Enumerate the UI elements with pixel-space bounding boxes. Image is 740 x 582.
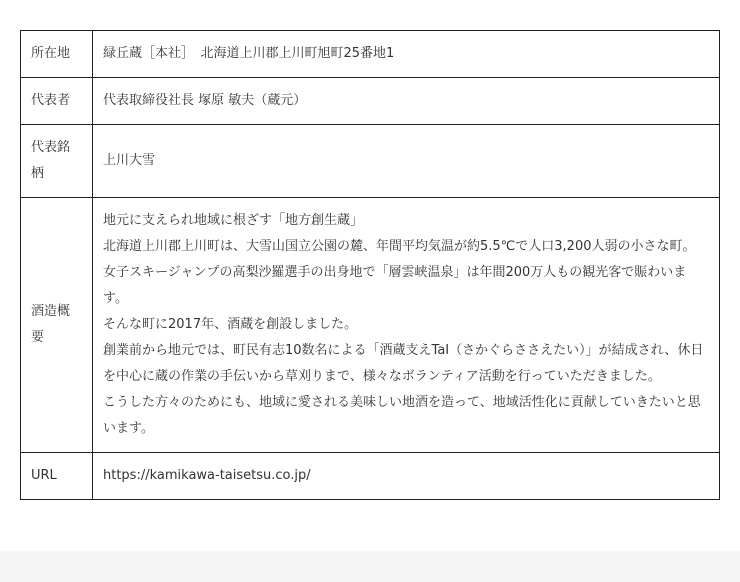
company-info-table [20, 30, 720, 500]
location-value: 緑丘蔵［本社］ 北海道上川郡上川町旭町25番地1 [93, 31, 720, 78]
table-row-representative [21, 78, 720, 125]
table-row-location [21, 31, 720, 78]
table-row-url [21, 453, 720, 500]
table-row-brand [21, 125, 720, 198]
overview-paragraph: 創業前から地元では、町民有志10数名による「酒蔵支えTaI（さかぐらささえたい）」が結成され、休日を中心に蔵の作業の手伝いから草刈りまで、様々なボランティア活動を行っていただきました。 [103, 343, 704, 384]
overview-value [93, 198, 720, 453]
overview-paragraph: 女子スキージャンプの高梨沙羅選手の出身地で「層雲峡温泉」は年間200万人もの観光客で賑わいます。 [103, 265, 687, 306]
overview-paragraph: そんな町に2017年、酒蔵を創設しました。 [103, 317, 358, 332]
representative-value: 代表取締役社長 塚原 敏夫（蔵元） [93, 78, 720, 125]
url-label: URL [21, 453, 93, 500]
brand-label: 代表銘柄 [21, 125, 93, 198]
table-row-overview [21, 198, 720, 453]
overview-paragraph: 地元に支えられ地域に根ざす「地方創生蔵」 [103, 213, 364, 228]
url-value: https://kamikawa-taisetsu.co.jp/ [93, 453, 720, 500]
brand-value: 上川大雪 [93, 125, 720, 198]
overview-paragraph: こうした方々のためにも、地域に愛される美味しい地酒を造って、地域活性化に貢献していきたいと思います。 [103, 395, 701, 436]
location-label: 所在地 [21, 31, 93, 78]
representative-label: 代表者 [21, 78, 93, 125]
overview-paragraph: 北海道上川郡上川町は、大雪山国立公園の麓、年間平均気温が約5.5℃で人口3,200人弱の小さな町。 [103, 239, 696, 254]
overview-label: 酒造概要 [21, 198, 93, 453]
